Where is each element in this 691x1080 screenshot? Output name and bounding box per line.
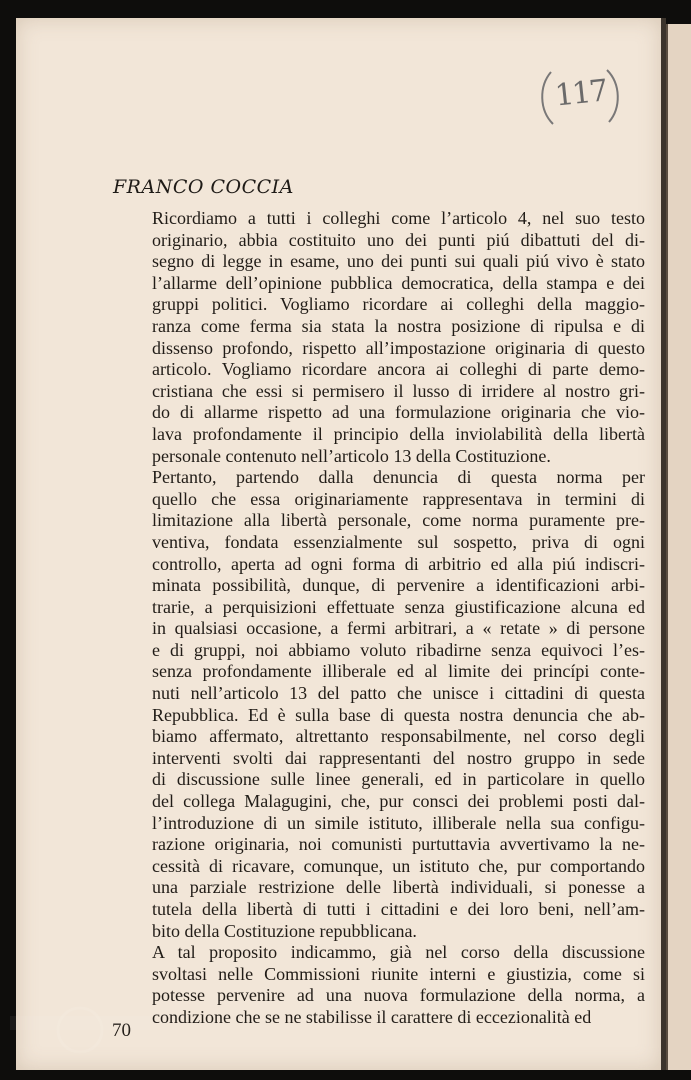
text-line: cessità di ricavare, comunque, un istituto che, pur comportando xyxy=(152,855,645,876)
body-text xyxy=(112,208,645,1029)
paragraph-3 xyxy=(112,942,645,1028)
text-line: nuti nell’articolo 13 del patto che unisce i cittadini di questa xyxy=(152,683,645,704)
text-line: articolo. Vogliamo ricordare ancora ai colleghi di parte demo- xyxy=(152,359,645,380)
text-line: originario, abbia costituito uno dei punti piú dibattuti del di- xyxy=(152,229,645,250)
text-line: svoltasi nelle Commissioni riunite interni e giustizia, come si xyxy=(152,963,645,984)
text-line: segno di legge in esame, uno dei punti sui quali piú vivo è stato xyxy=(152,251,645,272)
text-line: di discussione sulle linee generali, ed in particolare in quello xyxy=(152,769,645,790)
text-line: l’introduzione di un simile istituto, illiberale nella sua configu- xyxy=(152,812,645,833)
adjacent-page-edge xyxy=(666,24,691,1070)
text-line: personale contenuto nell’articolo 13 della Costituzione. xyxy=(152,445,551,466)
text-line: cristiana che essi si permisero il lusso di irridere al nostro gri- xyxy=(152,380,645,401)
text-line: quello che essa originariamente rappresentava in termini di xyxy=(152,488,645,509)
text-line: del collega Malagugini, che, pur consci dei problemi posti dal- xyxy=(152,791,645,812)
handwritten-number: 117 xyxy=(553,73,608,114)
text-line: in qualsiasi occasione, a fermi arbitrari, a « retate » di persone xyxy=(152,618,645,639)
text-line: controllo, aperta ad ogni forma di arbitrio ed alla piú indiscri- xyxy=(152,553,645,574)
text-line: minata possibilità, dunque, di pervenire a identificazioni arbi- xyxy=(152,575,645,596)
text-line: A tal proposito indicammo, già nel corso della discussione xyxy=(152,942,645,963)
text-line: condizione che se ne stabilisse il carattere di eccezionalità ed xyxy=(152,1006,592,1027)
archive-watermark-logo xyxy=(6,1002,156,1058)
paragraph-1 xyxy=(112,208,645,467)
text-line: Repubblica. Ed è sulla base di questa nostra denuncia che ab- xyxy=(152,704,645,725)
text-line: Pertanto, partendo dalla denuncia di questa norma per xyxy=(152,467,645,488)
text-line: limitazione alla libertà personale, come norma puramente pre- xyxy=(152,510,645,531)
text-line: gruppi politici. Vogliamo ricordare ai colleghi della maggio- xyxy=(152,294,645,315)
text-line: e di gruppi, noi abbiamo voluto ribadirne senza equivoci l’es- xyxy=(152,639,645,660)
text-line: do di allarme rispetto ad una formulazione originaria che vio- xyxy=(152,402,645,423)
text-line: dissenso profondo, rispetto all’impostazione originaria di questo xyxy=(152,337,645,358)
text-line: trarie, a perquisizioni effettuate senza giustificazione alcuna ed xyxy=(152,596,645,617)
text-line: interventi svolti dai rappresentanti del nostro gruppo in sede xyxy=(152,747,645,768)
text-line: l’allarme dell’opinione pubblica democratica, della stampa e dei xyxy=(152,272,645,293)
text-line: razione originaria, noi comunisti purtuttavia avvertivamo la ne- xyxy=(152,834,645,855)
text-line: una parziale restrizione delle libertà individuali, si ponesse a xyxy=(152,877,645,898)
text-line: ranza come ferma sia stata la nostra posizione di ripulsa e di xyxy=(152,315,645,336)
text-line: bito della Costituzione repubblicana. xyxy=(152,920,417,941)
author-heading: FRANCO COCCIA xyxy=(113,176,294,198)
text-line: ventiva, fondata essenzialmente sul sospetto, priva di ogni xyxy=(152,531,645,552)
handwritten-page-annotation xyxy=(537,66,623,130)
text-line: potesse pervenire ad una nuova formulazione della norma, a xyxy=(152,985,645,1006)
text-line: tutela della libertà di tutti i cittadini e dei loro beni, nell’am- xyxy=(152,899,645,919)
page-number: 70 xyxy=(112,1020,131,1041)
text-line: biamo affermato, altrettanto responsabilmente, nel corso degli xyxy=(152,726,645,747)
text-line: senza profondamente illiberale ed al limite dei princípi conte- xyxy=(152,661,645,682)
text-line: lava profondamente il principio della inviolabilità della libertà xyxy=(152,423,645,444)
text-line: Ricordiamo a tutti i colleghi come l’articolo 4, nel suo testo xyxy=(152,208,645,228)
paragraph-2 xyxy=(112,467,645,942)
